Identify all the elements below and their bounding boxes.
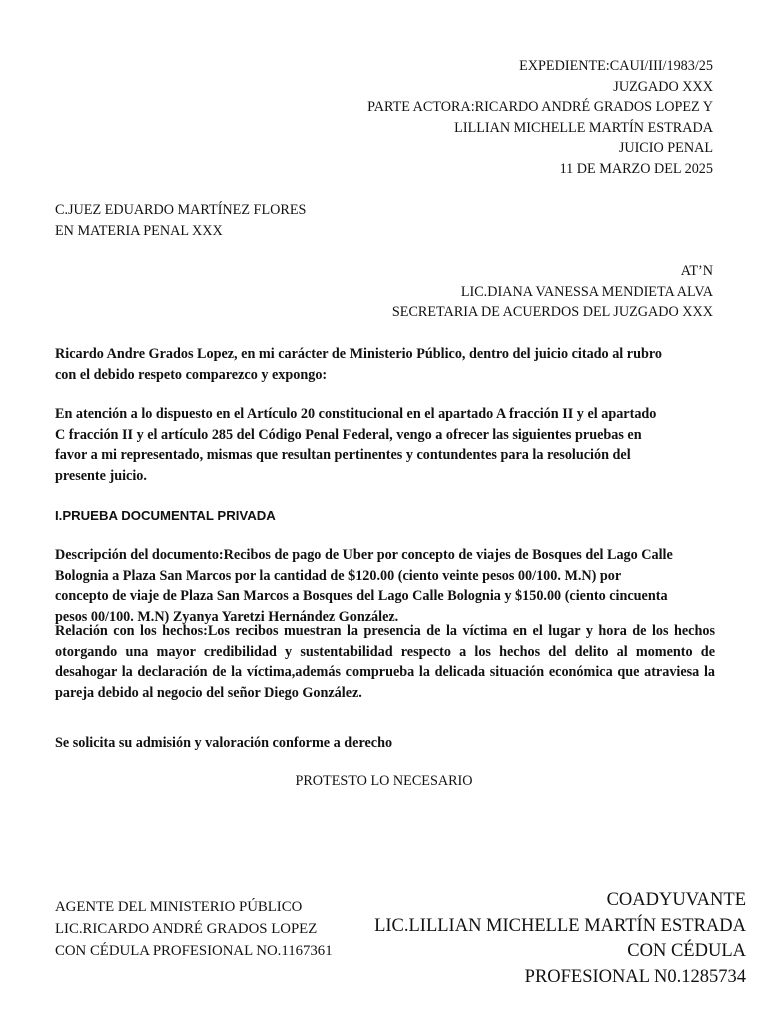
plaintiff-line-1: PARTE ACTORA:RICARDO ANDRÉ GRADOS LOPEZ Y: [367, 99, 713, 115]
description-line: Bolognia a Plaza San Marcos por la cantidad de $120.00 (ciento veinte pesos 00/100. M.N) por: [55, 567, 622, 584]
legal-basis-paragraph: [55, 404, 715, 486]
legal-basis-line: favor a mi representado, mismas que resultan pertinentes y contundentes para la resolución del: [55, 447, 631, 463]
signer-name: LIC.RICARDO ANDRÉ GRADOS LOPEZ: [55, 921, 318, 937]
intro-line: con el debido respeto comparezco y expongo:: [55, 366, 328, 383]
signature-right: [374, 888, 746, 990]
attention-label: AT’N: [680, 263, 713, 279]
evidence-relation: Relación con los hechos:Los recibos muestran la presencia de la víctima en el lugar y hora de los hechos otorgando una mayor credibilidad y sustentabilidad respecto a los hechos del delito al momento de desahogar la declaración de la víctima,además comprueba la delicada situación económica que atraviesa la pareja debido al negocio del señor Diego González.: [55, 623, 715, 701]
evidence-description: [55, 545, 715, 627]
document-date: 11 DE MARZO DEL 2025: [559, 160, 713, 177]
admission-request: Se solicita su admisión y valoración conforme a derecho: [55, 735, 393, 751]
judge-jurisdiction: EN MATERIA PENAL XXX: [55, 222, 223, 239]
legal-basis-line: En atención a lo dispuesto en el Artículo 20 constitucional en el apartado A fracción II y el apartado: [55, 406, 657, 422]
intro-line: Ricardo Andre Grados Lopez, en mi carácter de Ministerio Público, dentro del juicio citado al rubro: [55, 346, 662, 362]
description-line: concepto de viaje de Plaza San Marcos a Bosques del Lago Calle Bolognia y $150.00 (ciento cincuenta: [55, 588, 668, 604]
description-line: Descripción del documento:Recibos de pago de Uber por concepto de viajes de Bosques del Lago Calle: [55, 547, 673, 563]
attention-name: LIC.DIANA VANESSA MENDIETA ALVA: [460, 283, 713, 300]
case-header: [367, 56, 713, 179]
cosigner-name: LIC.LILLIAN MICHELLE MARTÍN ESTRADA: [374, 915, 746, 936]
trial-type: JUICIO PENAL: [618, 140, 713, 156]
closing-statement: PROTESTO LO NECESARIO: [295, 773, 473, 789]
plaintiff-line-2: LILLIAN MICHELLE MARTÍN ESTRADA: [454, 119, 713, 136]
judge-name: C.JUEZ EDUARDO MARTÍNEZ FLORES: [55, 202, 307, 218]
description-line: pesos 00/100. M.N) Zyanya Yaretzi Hernández González.: [55, 608, 399, 625]
signer-license: CON CÉDULA PROFESIONAL NO.1167361: [55, 943, 333, 959]
case-file-number: EXPEDIENTE:CAUI/III/1983/25: [519, 58, 713, 74]
signer-role: AGENTE DEL MINISTERIO PÚBLICO: [55, 899, 303, 915]
section-title: I.PRUEBA DOCUMENTAL PRIVADA: [55, 508, 276, 523]
attention-block: [392, 261, 713, 323]
cosigner-license-label: CON CÉDULA: [627, 941, 746, 961]
signature-left: [55, 896, 333, 962]
legal-basis-line: C fracción II y el artículo 285 del Código Penal Federal, vengo a ofrecer las siguientes pruebas en: [55, 426, 642, 443]
cosigner-role: COADYUVANTE: [606, 890, 746, 910]
legal-basis-line: presente juicio.: [55, 467, 147, 484]
court-name: JUZGADO XXX: [613, 78, 713, 95]
addressee-block: [55, 200, 306, 241]
attention-title: SECRETARIA DE ACUERDOS DEL JUZGADO XXX: [391, 304, 713, 320]
intro-paragraph: [55, 344, 715, 385]
cosigner-license: PROFESIONAL N0.1285734: [524, 966, 746, 987]
